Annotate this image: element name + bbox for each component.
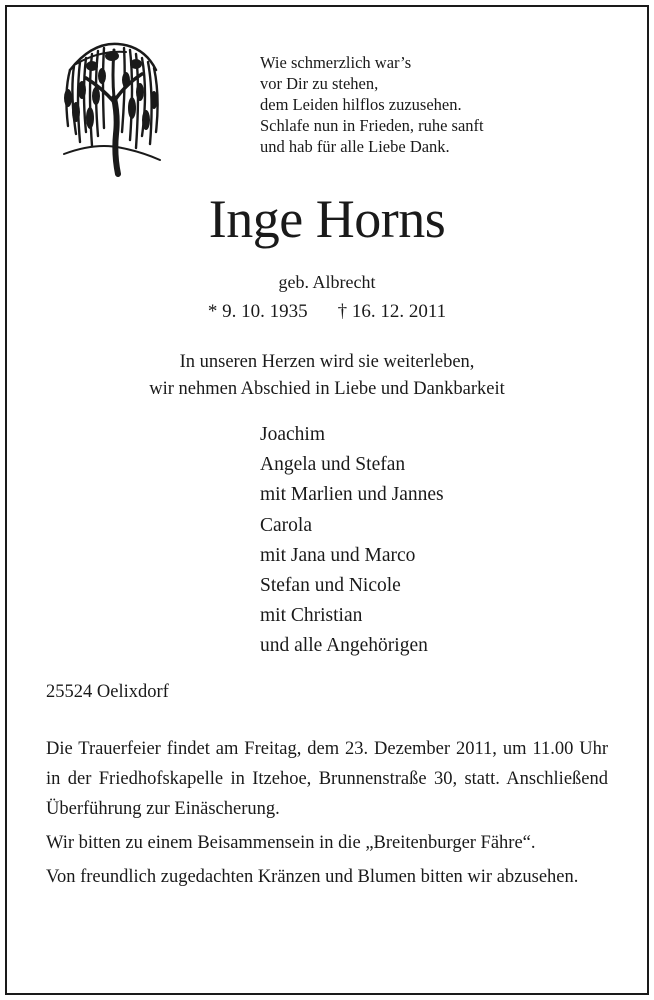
birth-name: geb. Albrecht	[278, 272, 376, 292]
poem-line: Wie schmerzlich war’s	[260, 53, 412, 72]
farewell-motto	[0, 349, 654, 403]
birth-date: * 9. 10. 1935	[207, 301, 308, 322]
gathering-paragraph: Wir bitten zu einem Beisammensein in die „Breitenburger Fähre“.	[46, 833, 536, 853]
poem-line: Schlafe nun in Frieden, ruhe sanft	[260, 116, 484, 135]
mourner-name: Carola	[260, 514, 312, 536]
poem-line: vor Dir zu stehen,	[260, 74, 379, 93]
location: 25524 Oelixdorf	[46, 682, 169, 702]
mourner-name: mit Jana und Marco	[260, 544, 416, 566]
wreaths-paragraph: Von freundlich zugedachten Kränzen und Blumen bitten wir abzusehen.	[46, 867, 579, 887]
mourner-name: mit Marlien und Jannes	[260, 484, 444, 506]
mourner-name: Joachim	[260, 424, 325, 445]
mourner-name: und alle Angehörigen	[260, 635, 428, 657]
mourner-name: Angela und Stefan	[260, 454, 406, 476]
funeral-service-paragraph: Die Trauerfeier findet am Freitag, dem 23. Dezember 2011, um 11.00 Uhr in der Friedhofskapelle in Itzehoe, Brunnenstraße 30, statt. Anschließend Überführung zur Einäscherung.	[46, 739, 608, 819]
motto-line: wir nehmen Abschied in Liebe und Dankbarkeit	[149, 379, 505, 399]
life-dates	[0, 300, 654, 324]
funeral-notice	[46, 734, 608, 896]
poem-line: dem Leiden hilflos zuzusehen.	[260, 95, 462, 114]
poem	[260, 52, 484, 157]
mourner-name: mit Christian	[260, 605, 363, 627]
mourners-list	[260, 420, 444, 662]
death-date: † 16. 12. 2011	[337, 301, 447, 322]
deceased-name: Inge Horns	[208, 189, 446, 249]
mourner-name: Stefan und Nicole	[260, 575, 401, 597]
motto-line: In unseren Herzen wird sie weiterleben,	[179, 352, 475, 372]
poem-line: und hab für alle Liebe Dank.	[260, 137, 450, 156]
weeping-willow-icon	[56, 36, 168, 178]
